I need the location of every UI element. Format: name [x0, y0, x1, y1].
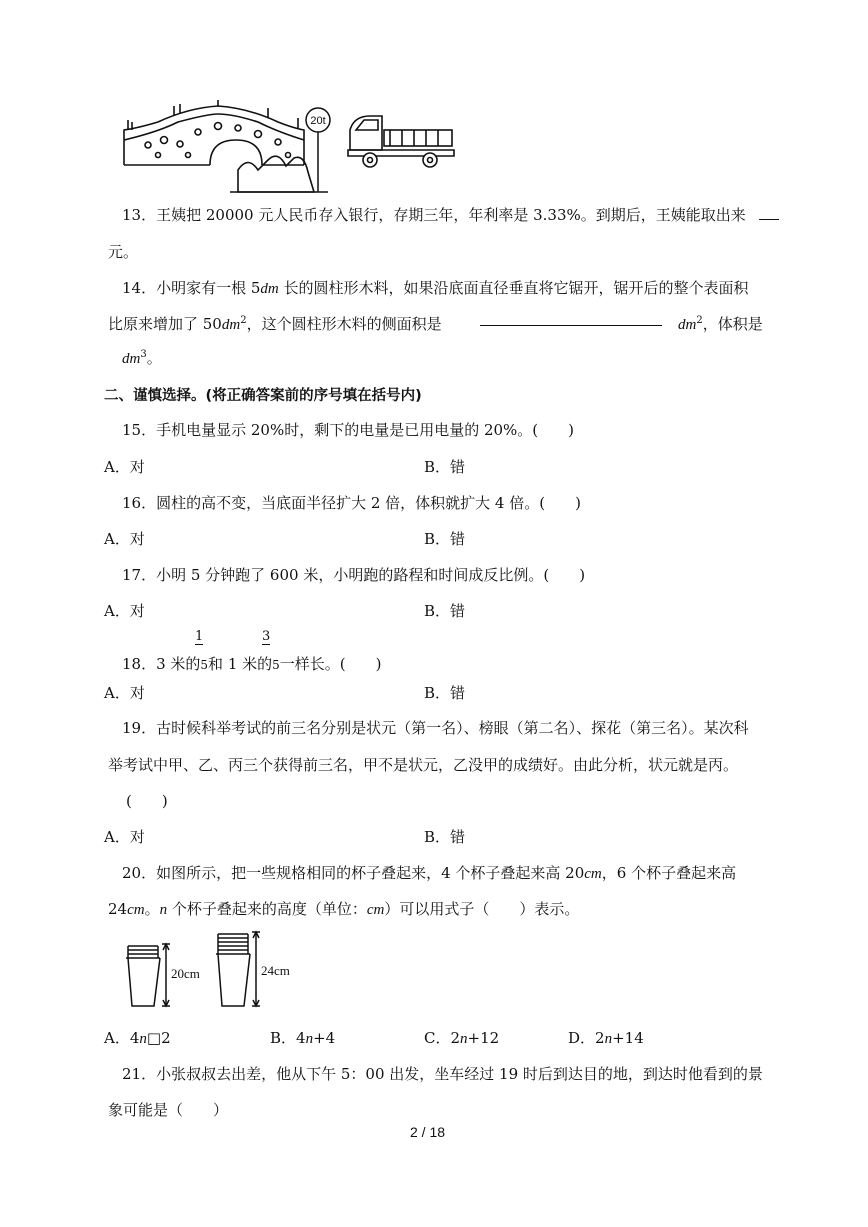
question-20-line2: 24cm。n 个杯子叠起来的高度（单位：cm）可以用式子（ ）表示。 — [108, 900, 580, 918]
answer-blank-13[interactable] — [759, 205, 779, 220]
q20-option-c[interactable]: C．2n+12 — [424, 1029, 500, 1047]
q20-option-b[interactable]: B．4n+4 — [270, 1029, 336, 1047]
question-21-line1: 21．小张叔叔去出差，他从下午 5：00 出发，坐车经过 19 时后到达目的地，到达时他看到的景 — [122, 1065, 763, 1083]
q16-option-a[interactable]: A．对 — [104, 530, 145, 548]
bridge-truck-figure — [118, 100, 468, 195]
question-19-line3: ( ) — [126, 792, 168, 810]
q19-option-b[interactable]: B．错 — [424, 828, 466, 846]
question-14-line2-end: $dm^2$，体积是 — [678, 315, 763, 333]
bridge-illustration — [124, 100, 328, 192]
question-13-line2: 元。 — [108, 243, 139, 261]
q16-option-b[interactable]: B．错 — [424, 530, 466, 548]
question-17: 17．小明 5 分钟跑了 600 米，小明跑的路程和时间成反比例。( ) — [122, 566, 586, 584]
cup-stacks-figure — [122, 928, 312, 1013]
q17-option-b[interactable]: B．错 — [424, 602, 466, 620]
question-21-line2: 象可能是（ ） — [108, 1101, 229, 1119]
q17-option-a[interactable]: A．对 — [104, 602, 145, 620]
cup-stack-4 — [126, 944, 170, 1006]
question-14-line2: 比原来增加了 $50dm^2$，这个圆柱形木料的侧面积是 — [108, 315, 442, 333]
q20-option-d[interactable]: D．2n+14 — [568, 1029, 644, 1047]
question-20-line1: 20．如图所示，把一些规格相同的杯子叠起来，4 个杯子叠起来高 20cm，6 个杯子叠起来高 — [122, 864, 737, 882]
q15-option-b[interactable]: B．错 — [424, 458, 466, 476]
question-16: 16．圆柱的高不变，当底面半径扩大 2 倍，体积就扩大 4 倍。( ) — [122, 494, 581, 512]
question-18: 18．3 米的5和 1 米的5一样长。( ) — [122, 655, 382, 673]
q18-option-a[interactable]: A．对 — [104, 684, 145, 702]
question-15: 15．手机电量显示 20%时，剩下的电量是已用电量的 20%。( ) — [122, 421, 575, 439]
fraction-1-5: 1 — [195, 629, 204, 644]
q18-option-b[interactable]: B．错 — [424, 684, 466, 702]
question-13-line1: 13．王姨把 20000 元人民币存入银行，存期三年，年利率是 3.33%。到期后，王姨能取出来 — [122, 204, 779, 225]
section-2-title: 二、谨慎选择。(将正确答案前的序号填在括号内) — [104, 388, 422, 404]
svg-text:24cm: 24cm — [261, 963, 290, 978]
svg-text:20cm: 20cm — [171, 966, 200, 981]
answer-blank-14-area[interactable] — [480, 311, 662, 326]
q20-option-a[interactable]: A．4n□2 — [104, 1029, 171, 1047]
q15-option-a[interactable]: A．对 — [104, 458, 145, 476]
question-14-line1: 14．小明家有一根 5dm 长的圆柱形木料，如果沿底面直径垂直将它锯开，锯开后的整个表面积 — [122, 279, 749, 297]
fraction-3-5: 3 — [262, 629, 271, 644]
question-19-line2: 举考试中甲、乙、丙三个获得前三名，甲不是状元，乙没甲的成绩好。由此分析，状元就是丙。 — [108, 756, 739, 774]
page-number: 2 / 18 — [410, 1124, 446, 1140]
cup-stack-6 — [216, 932, 260, 1006]
question-14-line3: $dm^3$。 — [122, 349, 162, 367]
question-19-line1: 19．古时候科举考试的前三名分别是状元（第一名）、榜眼（第二名）、探花（第三名）。某次科 — [122, 719, 749, 737]
truck-illustration — [348, 116, 454, 167]
svg-text:20t: 20t — [310, 115, 326, 127]
q19-option-a[interactable]: A．对 — [104, 828, 145, 846]
